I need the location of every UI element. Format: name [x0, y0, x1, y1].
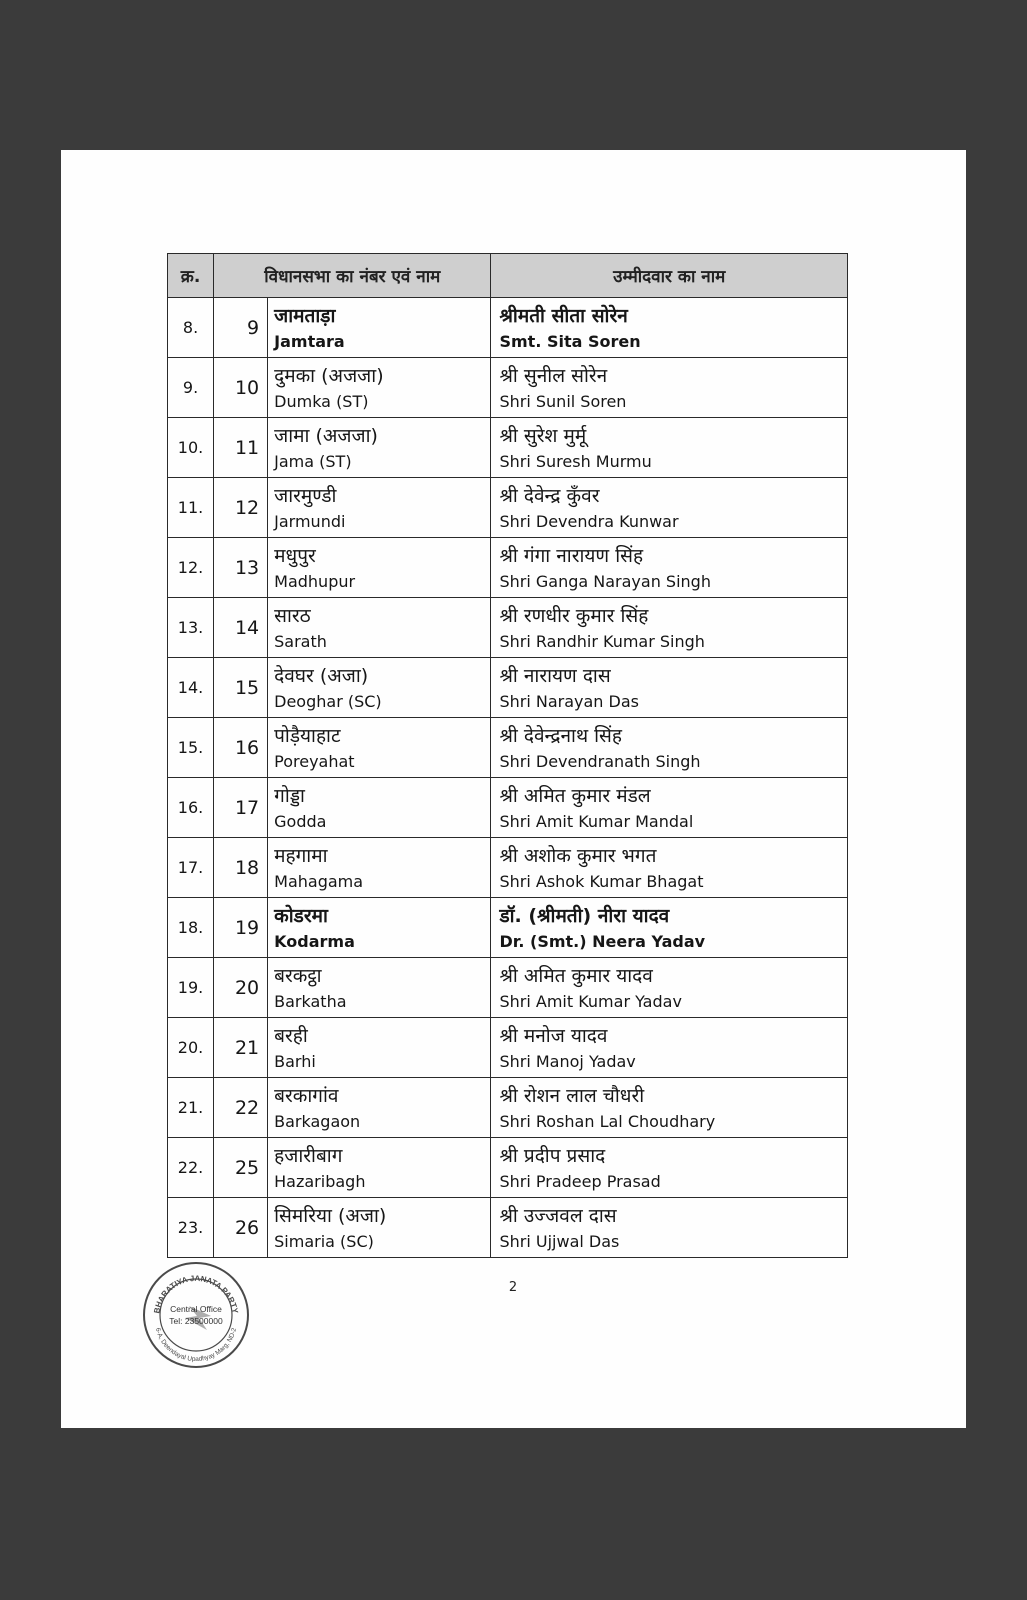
constituency-name-english: Barhi: [274, 1051, 316, 1071]
serial-cell: [168, 898, 214, 958]
constituency-name-english: Barkagaon: [274, 1111, 361, 1131]
constituency-name-cell: [268, 418, 491, 478]
candidate-name-english: Shri Sunil Soren: [499, 391, 627, 411]
serial-number: 18.: [177, 918, 204, 937]
constituency-number-cell: [214, 958, 268, 1018]
candidate-name-hindi: श्री सुरेश मुर्मू: [499, 424, 587, 447]
constituency-name-hindi: सिमरिया (अजा): [274, 1204, 387, 1227]
candidate-name-hindi: श्री नारायण दास: [499, 664, 611, 687]
constituency-name-cell: [268, 1078, 491, 1138]
seal-address: 6-A, Deendayal Upadhyay Marg, ND-2: [153, 1327, 239, 1364]
candidate-name-hindi: डॉ. (श्रीमती) नीरा यादव: [499, 904, 670, 927]
table-row: [168, 1198, 848, 1258]
constituency-number-cell: [214, 298, 268, 358]
candidate-name-english: Shri Narayan Das: [499, 691, 639, 711]
constituency-number: 14: [234, 616, 260, 639]
constituency-number-cell: [214, 478, 268, 538]
constituency-name-cell: [268, 298, 491, 358]
constituency-name-hindi: पोड़ैयाहाट: [274, 724, 341, 747]
candidate-name-english: Shri Amit Kumar Mandal: [499, 811, 694, 831]
constituency-name-english: Deoghar (SC): [274, 691, 382, 711]
candidate-name-cell: [491, 1078, 848, 1138]
candidate-name-hindi: श्री मनोज यादव: [499, 1024, 608, 1047]
serial-cell: [168, 1018, 214, 1078]
constituency-number: 17: [234, 796, 260, 819]
constituency-number-cell: [214, 598, 268, 658]
candidate-name-english: Shri Devendranath Singh: [499, 751, 701, 771]
constituency-number-cell: [214, 898, 268, 958]
constituency-name-english: Barkatha: [274, 991, 347, 1011]
table-row: [168, 1138, 848, 1198]
constituency-name-hindi: जामताड़ा: [274, 304, 336, 327]
constituency-name-english: Simaria (SC): [274, 1231, 374, 1251]
candidate-name-english: Shri Amit Kumar Yadav: [499, 991, 682, 1011]
constituency-name-hindi: सारठ: [274, 604, 311, 627]
candidate-name-cell: [491, 598, 848, 658]
table-row: [168, 1018, 848, 1078]
constituency-name-cell: [268, 958, 491, 1018]
candidate-name-english: Shri Devendra Kunwar: [499, 511, 679, 531]
candidate-table: [167, 253, 848, 1258]
candidate-name-cell: [491, 298, 848, 358]
candidate-name-english: Smt. Sita Soren: [499, 331, 641, 351]
candidate-name-cell: [491, 958, 848, 1018]
table-row: [168, 538, 848, 598]
constituency-number-cell: [214, 1018, 268, 1078]
candidate-name-cell: [491, 718, 848, 778]
serial-cell: [168, 298, 214, 358]
constituency-name-cell: [268, 778, 491, 838]
table-body: [168, 298, 848, 1258]
constituency-name-cell: [268, 358, 491, 418]
serial-number: 19.: [177, 978, 204, 997]
serial-cell: [168, 1078, 214, 1138]
constituency-number: 20: [234, 976, 260, 999]
constituency-name-english: Jama (ST): [274, 451, 352, 471]
constituency-number-cell: [214, 838, 268, 898]
candidate-name-cell: [491, 538, 848, 598]
serial-number: 23.: [177, 1218, 204, 1237]
constituency-name-english: Kodarma: [274, 931, 355, 951]
serial-cell: [168, 658, 214, 718]
candidate-name-hindi: श्री उज्जवल दास: [499, 1204, 617, 1227]
header-constituency: विधानसभा का नंबर एवं नाम: [214, 254, 491, 298]
constituency-name-english: Hazaribagh: [274, 1171, 366, 1191]
serial-number: 12.: [177, 558, 204, 577]
candidate-name-cell: [491, 1198, 848, 1258]
constituency-name-hindi: कोडरमा: [274, 904, 328, 927]
constituency-name-cell: [268, 898, 491, 958]
seal-line-2: Tel: 23500000: [169, 1316, 223, 1326]
constituency-name-cell: [268, 1018, 491, 1078]
serial-number: 22.: [177, 1158, 204, 1177]
serial-cell: [168, 718, 214, 778]
serial-number: 9.: [182, 378, 199, 397]
table-row: [168, 418, 848, 478]
table-row: [168, 598, 848, 658]
constituency-name-hindi: देवघर (अजा): [274, 664, 369, 687]
constituency-number-cell: [214, 1078, 268, 1138]
candidate-name-cell: [491, 1018, 848, 1078]
serial-number: 15.: [177, 738, 204, 757]
constituency-name-hindi: बरही: [274, 1024, 308, 1047]
party-seal-stamp: [141, 1260, 251, 1370]
candidate-name-hindi: श्री गंगा नारायण सिंह: [499, 544, 644, 567]
candidate-name-english: Shri Randhir Kumar Singh: [499, 631, 705, 651]
constituency-number-cell: [214, 718, 268, 778]
serial-cell: [168, 1198, 214, 1258]
constituency-number: 19: [234, 916, 260, 939]
table-row: [168, 718, 848, 778]
candidate-name-hindi: श्रीमती सीता सोरेन: [499, 304, 628, 327]
candidate-name-cell: [491, 358, 848, 418]
constituency-name-cell: [268, 1198, 491, 1258]
constituency-number: 22: [234, 1096, 260, 1119]
candidate-name-hindi: श्री सुनील सोरेन: [499, 364, 608, 387]
candidate-name-cell: [491, 898, 848, 958]
table-row: [168, 898, 848, 958]
constituency-number: 10: [234, 376, 260, 399]
table-header-row: [168, 254, 848, 298]
table-row: [168, 1078, 848, 1138]
serial-number: 10.: [177, 438, 204, 457]
candidate-name-english: Shri Pradeep Prasad: [499, 1171, 661, 1191]
constituency-number-cell: [214, 538, 268, 598]
constituency-name-english: Madhupur: [274, 571, 356, 591]
table-row: [168, 658, 848, 718]
candidate-name-hindi: श्री अशोक कुमार भगत: [499, 844, 657, 867]
constituency-name-hindi: दुमका (अजजा): [274, 364, 384, 387]
table-row: [168, 958, 848, 1018]
serial-cell: [168, 838, 214, 898]
serial-number: 17.: [177, 858, 204, 877]
header-candidate: उम्मीदवार का नाम: [491, 254, 848, 298]
candidate-name-cell: [491, 838, 848, 898]
constituency-number: 25: [234, 1156, 260, 1179]
document-page: [61, 150, 966, 1428]
candidate-name-english: Shri Suresh Murmu: [499, 451, 652, 471]
constituency-number-cell: [214, 1138, 268, 1198]
constituency-name-hindi: बरकागांव: [274, 1084, 339, 1107]
constituency-name-hindi: जामा (अजजा): [274, 424, 378, 447]
serial-cell: [168, 1138, 214, 1198]
candidate-name-cell: [491, 418, 848, 478]
serial-number: 21.: [177, 1098, 204, 1117]
constituency-name-cell: [268, 718, 491, 778]
table-row: [168, 358, 848, 418]
constituency-number: 26: [234, 1216, 260, 1239]
constituency-number: 9: [247, 316, 260, 339]
constituency-name-cell: [268, 838, 491, 898]
constituency-number: 13: [234, 556, 260, 579]
serial-cell: [168, 538, 214, 598]
serial-number: 20.: [177, 1038, 204, 1057]
constituency-name-cell: [268, 538, 491, 598]
candidate-name-hindi: श्री अमित कुमार यादव: [499, 964, 653, 987]
constituency-name-english: Mahagama: [274, 871, 364, 891]
candidate-name-english: Shri Ashok Kumar Bhagat: [499, 871, 704, 891]
serial-cell: [168, 958, 214, 1018]
candidate-name-hindi: श्री रोशन लाल चौधरी: [499, 1084, 645, 1107]
constituency-name-english: Godda: [274, 811, 327, 831]
constituency-name-hindi: हजारीबाग: [274, 1144, 343, 1167]
candidate-name-cell: [491, 778, 848, 838]
constituency-name-hindi: मधुपुर: [274, 544, 316, 567]
constituency-number-cell: [214, 1198, 268, 1258]
constituency-number-cell: [214, 418, 268, 478]
constituency-number: 18: [234, 856, 260, 879]
candidate-name-english: Shri Manoj Yadav: [499, 1051, 636, 1071]
candidate-name-cell: [491, 658, 848, 718]
page-number: 2: [508, 1280, 518, 1295]
constituency-name-cell: [268, 1138, 491, 1198]
constituency-name-english: Dumka (ST): [274, 391, 369, 411]
serial-cell: [168, 778, 214, 838]
candidate-name-english: Dr. (Smt.) Neera Yadav: [499, 931, 706, 951]
constituency-name-cell: [268, 598, 491, 658]
candidate-name-hindi: श्री देवेन्द्रनाथ सिंह: [499, 724, 622, 747]
seal-outer-text: BHARATIYA JANATA PARTY: [152, 1273, 240, 1315]
table-row: [168, 838, 848, 898]
table-row: [168, 778, 848, 838]
constituency-number: 21: [234, 1036, 260, 1059]
serial-number: 13.: [177, 618, 204, 637]
candidate-name-cell: [491, 478, 848, 538]
candidate-name-hindi: श्री देवेन्द्र कुँवर: [499, 484, 600, 507]
table-row: [168, 298, 848, 358]
serial-cell: [168, 598, 214, 658]
candidate-name-cell: [491, 1138, 848, 1198]
serial-cell: [168, 358, 214, 418]
constituency-name-hindi: बरकट्ठा: [274, 964, 322, 987]
constituency-number-cell: [214, 358, 268, 418]
candidate-name-english: Shri Ujjwal Das: [499, 1231, 620, 1251]
candidate-name-english: Shri Roshan Lal Choudhary: [499, 1111, 716, 1131]
constituency-name-english: Jarmundi: [274, 511, 346, 531]
header-serial: क्र.: [168, 254, 214, 298]
serial-number: 14.: [177, 678, 204, 697]
constituency-number: 16: [234, 736, 260, 759]
constituency-number: 12: [234, 496, 260, 519]
serial-number: 11.: [177, 498, 204, 517]
constituency-name-hindi: महगामा: [274, 844, 328, 867]
constituency-number-cell: [214, 658, 268, 718]
constituency-number: 11: [234, 436, 260, 459]
serial-number: 8.: [182, 318, 199, 337]
serial-number: 16.: [177, 798, 204, 817]
table-row: [168, 478, 848, 538]
serial-cell: [168, 478, 214, 538]
constituency-name-cell: [268, 478, 491, 538]
constituency-name-hindi: जारमुण्डी: [274, 484, 337, 507]
constituency-name-english: Poreyahat: [274, 751, 355, 771]
constituency-name-hindi: गोड्डा: [274, 784, 305, 807]
constituency-name-cell: [268, 658, 491, 718]
candidate-name-english: Shri Ganga Narayan Singh: [499, 571, 711, 591]
constituency-name-english: Jamtara: [274, 331, 345, 351]
serial-cell: [168, 418, 214, 478]
candidate-name-hindi: श्री रणधीर कुमार सिंह: [499, 604, 649, 627]
constituency-number: 15: [234, 676, 260, 699]
constituency-name-english: Sarath: [274, 631, 327, 651]
candidate-name-hindi: श्री प्रदीप प्रसाद: [499, 1144, 606, 1167]
candidate-name-hindi: श्री अमित कुमार मंडल: [499, 784, 651, 807]
seal-line-1: Central Office: [170, 1304, 222, 1314]
constituency-number-cell: [214, 778, 268, 838]
